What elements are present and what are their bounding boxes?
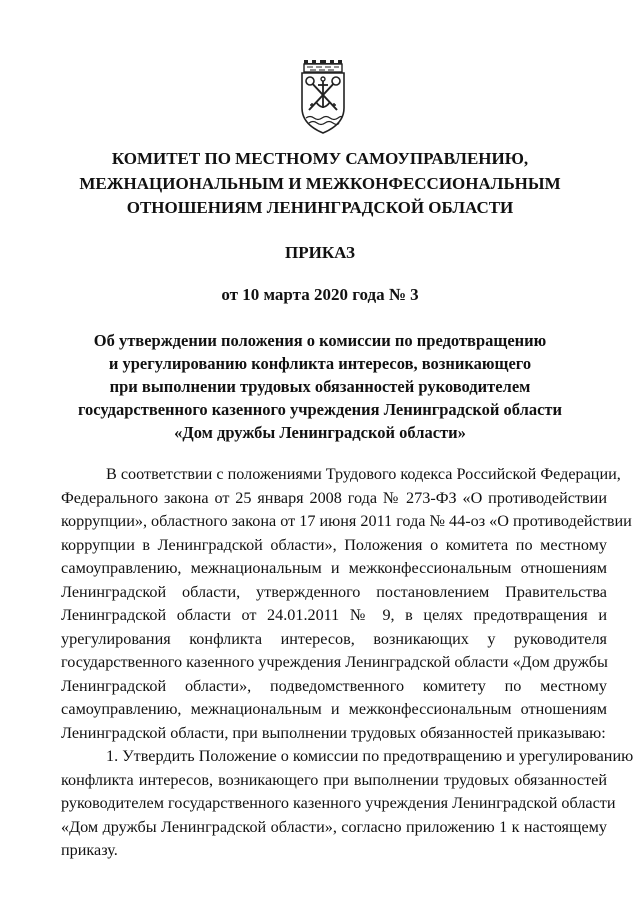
subject-line: Об утверждении положения о комиссии по предотвращению: [93, 331, 547, 350]
body-line: руководителем государственного казенного учреждения Ленинградской области: [61, 794, 616, 812]
order-date-number: от 10 марта 2020 года № 3: [221, 285, 419, 304]
body-line: Ленинградской области, при выполнении трудовых обязанностей приказываю:: [61, 723, 606, 742]
committee-name: [0, 147, 640, 221]
subject-line: государственного казенного учреждения Ленинградской области: [77, 400, 563, 419]
coat-of-arms-icon: [299, 58, 347, 136]
body-line: Ленинградской области от 24.01.2011 № 9, в целях предотвращения и: [61, 606, 607, 624]
committee-name-line: КОМИТЕТ ПО МЕСТНОМУ САМОУПРАВЛЕНИЮ,: [111, 149, 529, 168]
body-line: «Дом дружбы Ленинградской области», согласно приложению 1 к настоящему: [61, 817, 607, 836]
committee-name-line: ОТНОШЕНИЯМ ЛЕНИНГРАДСКОЙ ОБЛАСТИ: [126, 198, 514, 217]
subject-line: и урегулированию конфликта интересов, возникающего: [108, 354, 532, 373]
body-line: самоуправлению, межнациональным и межконфессиональным отношениям: [61, 700, 607, 718]
body-line: В соответствии с положениями Трудового кодекса Российской Федерации,: [106, 465, 621, 483]
body-line: Ленинградской области, утвержденного постановлением Правительства: [61, 582, 607, 601]
body-line: приказу.: [61, 841, 118, 859]
body-line: 1. Утвердить Положение о комиссии по предотвращению и урегулированию: [106, 747, 634, 765]
subject-line: «Дом дружбы Ленинградской области»: [174, 423, 466, 442]
item-1-paragraph: [61, 745, 634, 863]
order-subject: [0, 329, 640, 444]
body-line: Ленинградской области», подведомственного комитету по местному: [61, 676, 607, 695]
document-type-title: ПРИКАЗ: [285, 243, 355, 262]
committee-name-line: МЕЖНАЦИОНАЛЬНЫМ И МЕЖКОНФЕССИОНАЛЬНЫМ: [79, 173, 561, 193]
preamble-paragraph: [61, 463, 632, 745]
body-line: государственного казенного учреждения Ленинградской области «Дом дружбы: [61, 653, 608, 671]
body-line: урегулирования конфликта интересов, возникающих у руководителя: [61, 629, 607, 648]
body-line: коррупции в Ленинградской области», Положения о комитета по местному: [61, 535, 607, 554]
body-line: Федерального закона от 25 января 2008 года № 273-ФЗ «О противодействии: [61, 488, 607, 507]
body-line: коррупции», областного закона от 17 июня 2011 года № 44-оз «О противодействии: [61, 512, 632, 530]
subject-line: при выполнении трудовых обязанностей руководителем: [109, 377, 531, 396]
body-line: самоуправлению, межнациональным и межконфессиональным отношениям: [61, 559, 607, 577]
body-line: конфликта интересов, возникающего при выполнении трудовых обязанностей: [61, 770, 607, 789]
order-body: [61, 463, 634, 863]
